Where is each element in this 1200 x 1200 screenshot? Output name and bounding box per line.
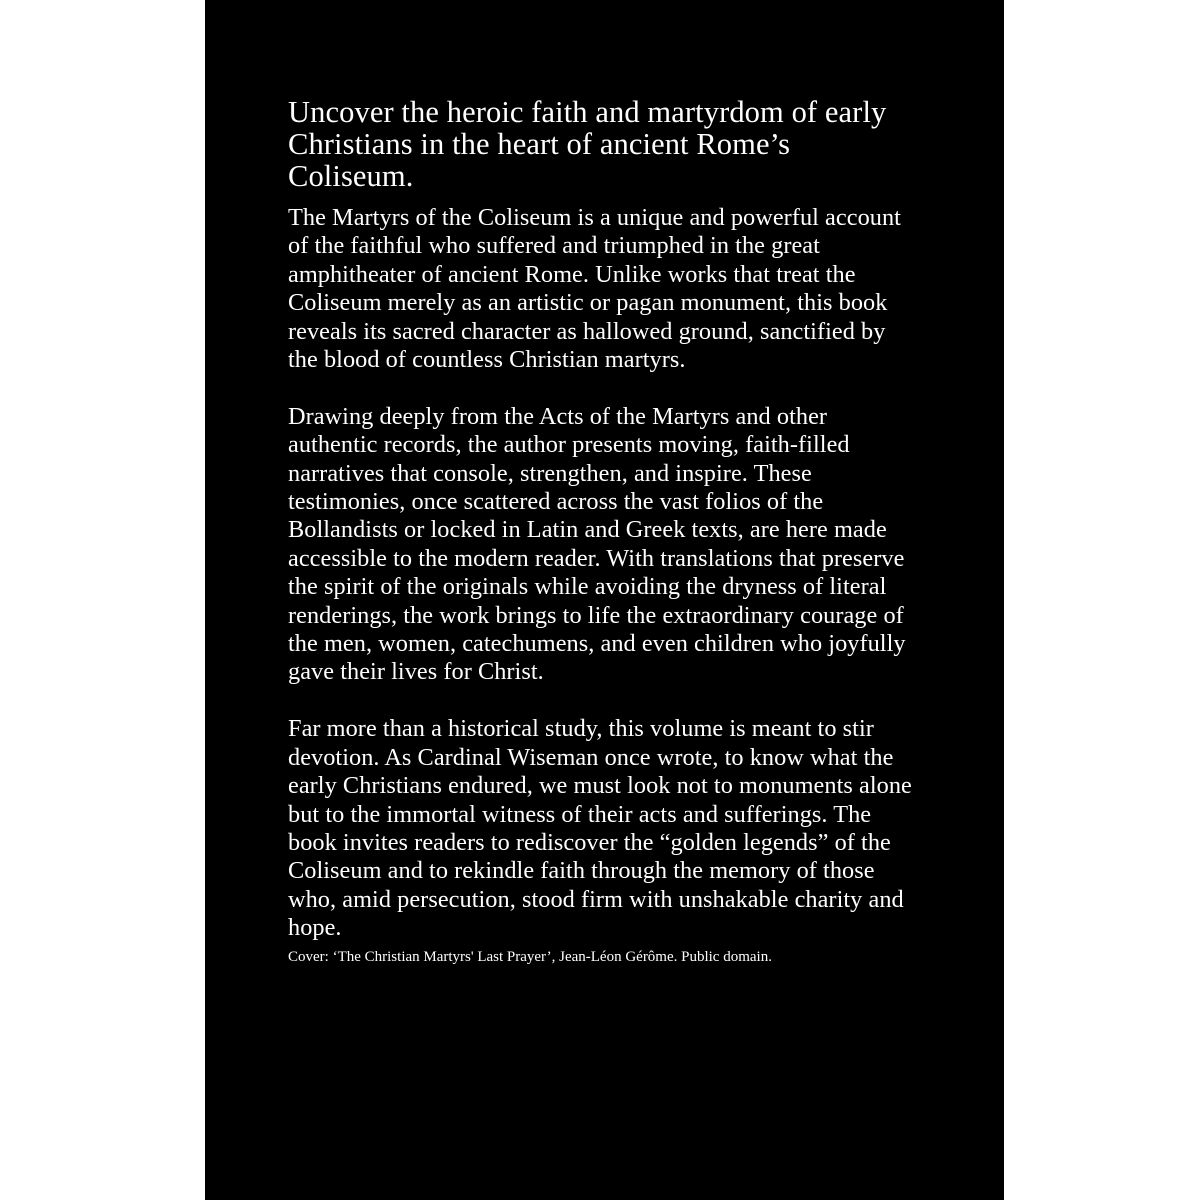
back-cover-content	[288, 96, 918, 967]
headline: Uncover the heroic faith and martyrdom of early Christians in the heart of ancient Rome’s Coliseum.	[288, 95, 887, 193]
cover-credit: Cover: ‘The Christian Martyrs' Last Prayer’, Jean-Léon Gérôme. Public domain.	[288, 948, 772, 965]
description-paragraph-3: Far more than a historical study, this volume is meant to stir devotion. As Cardinal Wiseman once wrote, to know what the early Christians endured, we must look not to monuments alone but to the immortal witness of their acts and sufferings. The book invites readers to rediscover the “golden legends” of the Coliseum and to rekindle faith through the memory of those who, amid persecution, stood firm with unshakable charity and hope.	[288, 715, 912, 942]
description-paragraph-2: Drawing deeply from the Acts of the Martyrs and other authentic records, the author presents moving, faith-filled narratives that console, strengthen, and inspire. These testimonies, once scattered across the vast folios of the Bollandists or locked in Latin and Greek texts, are here made accessible to the modern reader. With translations that preserve the spirit of the originals while avoiding the dryness of literal renderings, the work brings to life the extraordinary courage of the men, women, catechumens, and even children who joyfully gave their lives for Christ.	[288, 402, 906, 686]
description-paragraph-1: The Martyrs of the Coliseum is a unique and powerful account of the faithful who suffered and triumphed in the great amphitheater of ancient Rome. Unlike works that treat the Coliseum merely as an artistic or pagan monument, this book reveals its sacred character as hallowed ground, sanctified by the blood of countless Christian martyrs.	[288, 204, 901, 374]
